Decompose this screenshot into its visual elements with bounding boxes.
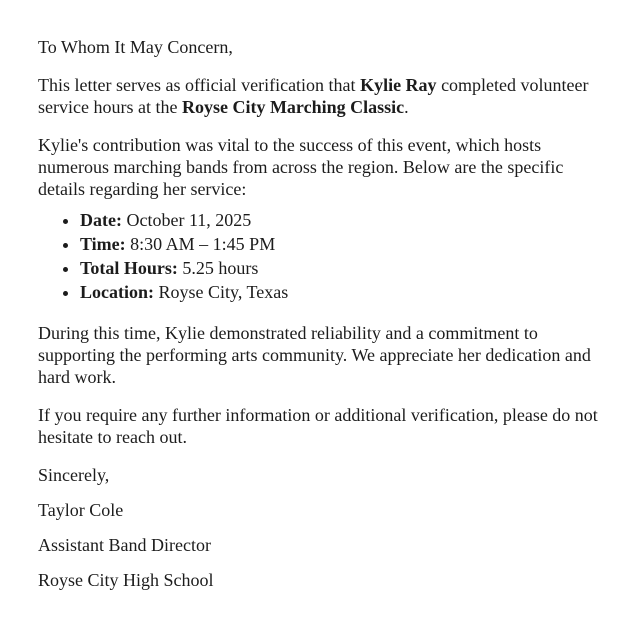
salutation <box>38 36 600 58</box>
contact-paragraph <box>38 404 600 448</box>
intro-part1: This letter serves as official verification that <box>38 75 361 95</box>
contribution-text: Kylie's contribution was vital to the success of this event, which hosts numerous marching bands from across the region. Below are the specific details regarding her service: <box>38 135 564 199</box>
contribution-paragraph <box>38 134 600 200</box>
event-name: Royse City Marching Classic <box>181 97 405 117</box>
signature-org <box>38 569 600 591</box>
appreciation-text: During this time, Kylie demonstrated reliability and a commitment to supporting the performing arts community. We appreciate her dedication and hard work. <box>38 323 591 387</box>
intro-part3: . <box>404 97 409 117</box>
detail-label-time: Time: <box>80 234 126 254</box>
intro-paragraph <box>38 74 600 118</box>
signature-name-text: Taylor Cole <box>38 500 124 520</box>
intro-part2: completed volunteer service hours at the <box>38 75 589 117</box>
detail-label-total-hours: Total Hours: <box>80 258 178 278</box>
detail-value-location: Royse City, Texas <box>154 282 289 302</box>
detail-value-total-hours: 5.25 hours <box>177 258 259 278</box>
detail-item-time <box>80 232 600 256</box>
detail-value-time: 8:30 AM – 1:45 PM <box>125 234 276 254</box>
closing-text: Sincerely, <box>38 465 110 485</box>
service-details-list <box>38 208 600 304</box>
detail-item-location <box>80 280 600 304</box>
closing <box>38 464 600 486</box>
signature-title-text: Assistant Band Director <box>38 535 211 555</box>
detail-value-date: October 11, 2025 <box>121 210 252 230</box>
detail-label-location: Location: <box>80 282 154 302</box>
volunteer-name: Kylie Ray <box>360 75 437 95</box>
appreciation-paragraph <box>38 322 600 388</box>
detail-item-date <box>80 208 600 232</box>
signature-title <box>38 534 600 556</box>
contact-text: If you require any further information or additional verification, please do not hesitate to reach out. <box>38 405 598 447</box>
signature-name <box>38 499 600 521</box>
detail-item-total-hours <box>80 256 600 280</box>
signature-org-text: Royse City High School <box>38 570 214 590</box>
salutation-text: To Whom It May Concern, <box>38 37 233 57</box>
detail-label-date: Date: <box>80 210 122 230</box>
